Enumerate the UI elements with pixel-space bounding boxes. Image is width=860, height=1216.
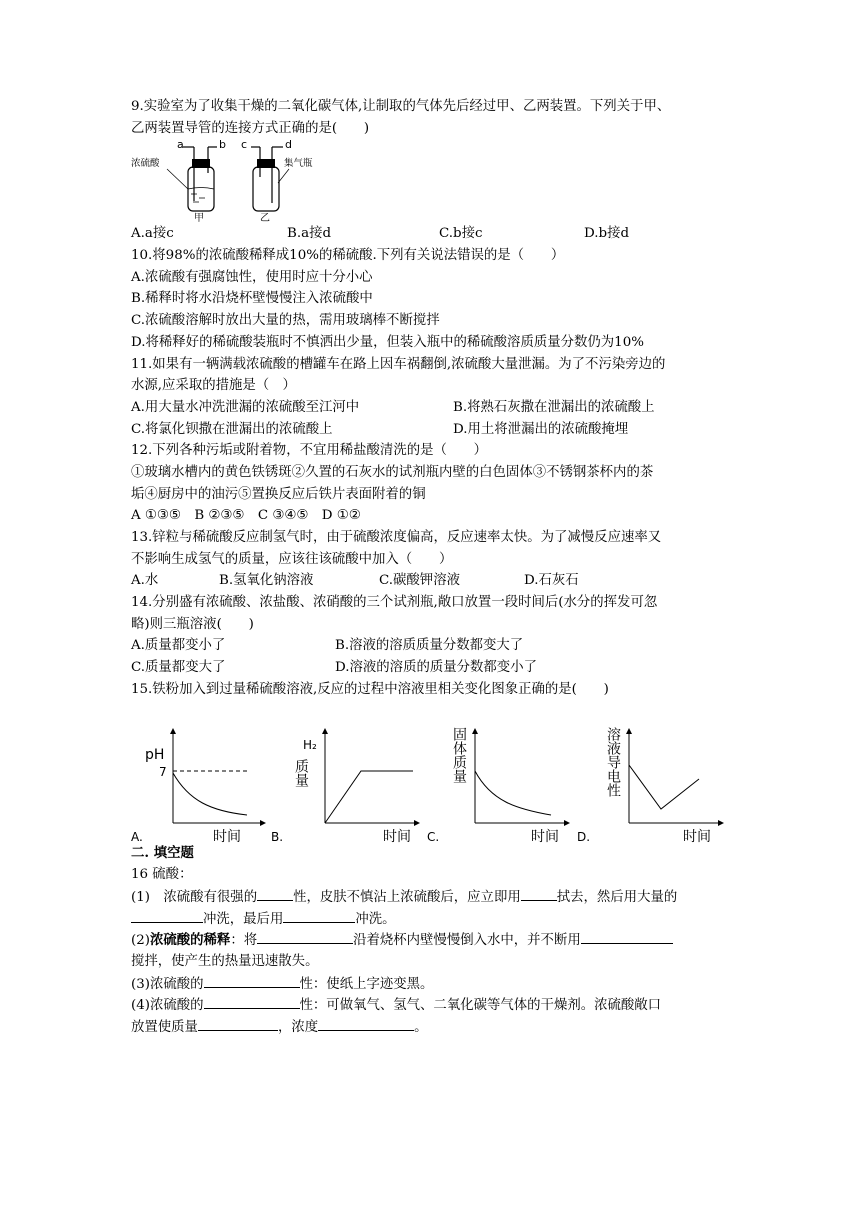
- q16-title: 16 硫酸：: [131, 867, 193, 883]
- blank-4[interactable]: [283, 908, 355, 923]
- q9-options: [131, 223, 731, 245]
- q11-option-d[interactable]: D.用土将泄漏出的浓硫酸掩埋: [453, 421, 629, 437]
- graph-a-xlabel: 时间: [213, 828, 241, 843]
- q16-part1-line2: [131, 908, 731, 930]
- graph-d-letter: D.: [577, 829, 591, 843]
- graph-c-xlabel: 时间: [531, 828, 559, 843]
- blank-2[interactable]: [521, 886, 557, 901]
- q10-stem: 10.将98%的浓硫酸稀释成10%的稀硫酸.下列有关说法错误的是（ ）: [131, 248, 565, 264]
- q9-option-d[interactable]: D.b接d: [584, 226, 630, 242]
- q12-items-line1: ①玻璃水槽内的黄色铁锈斑②久置的石灰水的试剂瓶内壁的白色固体③不锈钢茶杯内的茶: [131, 464, 654, 480]
- section-2-title: 二. 填空题: [131, 844, 194, 861]
- q16-part1-line1: [131, 886, 731, 908]
- q16-p1-text-e: 冲洗。: [355, 911, 396, 927]
- q12-stem: 12.下列各种污垢或附着物，不宜用稀盐酸清洗的是（ ）: [131, 443, 488, 459]
- q16-p1-text-d: 冲洗，最后用: [203, 911, 284, 927]
- q9-option-b[interactable]: B.a接d: [287, 226, 332, 242]
- graph-a-letter: A.: [131, 829, 143, 843]
- graph-a-ylabel: pH: [145, 746, 165, 763]
- q14-options-row2: [131, 657, 731, 679]
- q11-option-c[interactable]: C.将氯化钡撒在泄漏出的浓硫酸上: [131, 421, 333, 437]
- blank-7[interactable]: [204, 973, 300, 988]
- q16-p4-text-b: 性：可做氧气、氢气、二氧化碳等气体的干燥剂。浓硫酸敞口: [299, 998, 662, 1014]
- bottle-jia: [167, 147, 217, 211]
- q16-p1-text-c: 拭去，然后用大量的: [556, 889, 678, 905]
- label-concentrated-acid: 浓硫酸: [131, 158, 160, 170]
- q13-stem-line2: 不影响生成氢气的质量，应该往该硫酸中加入（ ）: [131, 551, 453, 567]
- q10-option-b[interactable]: B.稀释时将水沿烧杯壁慢慢注入浓硫酸中: [131, 291, 373, 307]
- q11-stem-line2: 水源,应采取的措施是（ ）: [131, 378, 296, 394]
- q15-graphs: [131, 701, 731, 843]
- q13-option-c[interactable]: C.碳酸钾溶液: [379, 573, 460, 589]
- graph-b-ylabel-top: H₂: [303, 737, 317, 752]
- q9-stem-line1: 9.实验室为了收集干燥的二氧化碳气体,让制取的气体先后经过甲、乙两装置。下列关于甲、: [131, 99, 671, 114]
- blank-3[interactable]: [131, 908, 203, 923]
- graph-d[interactable]: [577, 726, 721, 843]
- q9-stem-line2: 乙两装置导管的连接方式正确的是( ): [131, 120, 370, 136]
- q14-option-c[interactable]: C.质量都变大了: [131, 660, 226, 676]
- gas-bottles-diagram: [131, 139, 331, 223]
- q10-option-a[interactable]: A.浓硫酸有强腐蚀性，使用时应十分小心: [131, 269, 373, 285]
- q16-part4-line2: [131, 1016, 731, 1038]
- blank-5[interactable]: [257, 929, 353, 944]
- label-a: a: [177, 139, 184, 152]
- q16-p4-text-e: 。: [414, 1020, 428, 1035]
- q13-stem-line1: 13.锌粒与稀硫酸反应制氢气时，由于硫酸浓度偏高，反应速率太快。为了减慢反应速率又: [131, 530, 662, 545]
- q16-p4-text-c: 放置使质量: [131, 1020, 198, 1035]
- graph-a-mark-7: 7: [159, 764, 167, 779]
- q16-p3-text-a: (3)浓硫酸的: [131, 976, 204, 992]
- q14-stem-line1: 14.分别盛有浓硫酸、浓盐酸、浓硝酸的三个试剂瓶,敞口放置一段时间后(水分的挥发可忽: [131, 595, 658, 611]
- graph-b-letter: B.: [271, 829, 284, 843]
- q16-p1-text-b: 性，皮肤不慎沾上浓硫酸后，应立即用: [293, 889, 521, 905]
- graph-b[interactable]: [271, 731, 417, 843]
- q16-p4-text-a: (4)浓硫酸的: [131, 998, 204, 1014]
- blank-8[interactable]: [204, 994, 300, 1009]
- graph-c-letter: C.: [427, 829, 440, 843]
- graph-c[interactable]: [427, 727, 567, 843]
- q10-option-c[interactable]: C.浓硫酸溶解时放出大量的热，需用玻璃棒不断搅拌: [131, 313, 440, 329]
- graph-b-ylabel: 质量: [293, 758, 309, 787]
- label-c: c: [241, 139, 248, 152]
- q9-option-c[interactable]: C.b接c: [439, 226, 483, 242]
- q11-option-b[interactable]: B.将熟石灰撒在泄漏出的浓硫酸上: [453, 399, 655, 415]
- q16-p2-text-b: 沿着烧杯内壁慢慢倒入水中，并不断用: [353, 933, 581, 949]
- graph-c-ylabel: 固体质量: [451, 726, 467, 783]
- q14-options-row1: [131, 635, 731, 657]
- q13-option-a[interactable]: A.水: [131, 573, 159, 589]
- graph-a[interactable]: [131, 731, 263, 843]
- q15-graph-options: [131, 701, 731, 843]
- q11-stem-line1: 11.如果有一辆满载浓硫酸的槽罐车在路上因车祸翻倒,浓硫酸大量泄漏。为了不污染旁边的: [131, 356, 666, 372]
- q13-option-b[interactable]: B.氢氧化钠溶液: [219, 573, 314, 589]
- label-d: d: [285, 139, 292, 152]
- worksheet-page: [131, 96, 731, 1038]
- blank-9[interactable]: [198, 1016, 278, 1031]
- q14-stem-line2: 略)则三瓶溶液( ): [131, 616, 254, 632]
- label-yi: 乙: [260, 213, 270, 224]
- graph-d-ylabel: 溶液导电性: [605, 726, 621, 797]
- q16-p2-num: (2): [131, 933, 150, 949]
- q14-option-d[interactable]: D.溶液的溶质的质量分数都变小了: [335, 660, 537, 676]
- q12-options[interactable]: A ①③⑤ B ②③⑤ C ③④⑤ D ①②: [131, 508, 361, 524]
- q15-stem: 15.铁粉加入到过量稀硫酸溶液,反应的过程中溶液里相关变化图象正确的是( ): [131, 681, 609, 697]
- q16-part3: [131, 973, 731, 995]
- graph-d-xlabel: 时间: [683, 828, 711, 843]
- q16-p2-heading: 浓硫酸的稀释: [149, 932, 231, 949]
- graph-b-xlabel: 时间: [383, 828, 411, 843]
- q16-part2-line1: [131, 929, 731, 951]
- q14-option-b[interactable]: B.溶液的溶质质量分数都变大了: [335, 638, 524, 654]
- q16-p3-text-b: 性：使纸上字迹变黑。: [299, 976, 434, 992]
- q16-part4-line1: [131, 994, 731, 1016]
- q10-option-d[interactable]: D.将稀释好的稀硫酸装瓶时不慎洒出少量，但装入瓶中的稀硫酸溶质质量分数仍为10%: [131, 334, 644, 350]
- q16-p1-text-a: (1) 浓硫酸有很强的: [131, 889, 258, 905]
- blank-1[interactable]: [257, 886, 293, 901]
- blank-6[interactable]: [581, 929, 673, 944]
- label-jia: 甲: [194, 213, 204, 224]
- q16-part2-line2: 搅拌，使产生的热量迅速散失。: [131, 953, 319, 969]
- q16-p2-text-a: ：将: [230, 933, 258, 949]
- label-b: b: [219, 139, 226, 152]
- q11-options-row1: [131, 397, 731, 419]
- q11-options-row2: [131, 419, 731, 441]
- q9-option-a[interactable]: A.a接c: [131, 226, 174, 242]
- q13-options: [131, 570, 731, 592]
- q9-apparatus-figure: [131, 139, 731, 223]
- q11-option-a[interactable]: A.用大量水冲洗泄漏的浓硫酸至江河中: [131, 399, 360, 415]
- q16-p4-text-d: ，浓度: [277, 1020, 319, 1035]
- blank-10[interactable]: [318, 1016, 414, 1031]
- q12-items-line2: 垢④厨房中的油污⑤置换反应后铁片表面附着的铜: [131, 486, 426, 502]
- label-gas-bottle: 集气瓶: [284, 158, 313, 170]
- q14-option-a[interactable]: A.质量都变小了: [131, 638, 226, 654]
- q13-option-d[interactable]: D.石灰石: [524, 573, 579, 589]
- bottle-yi: [251, 147, 289, 211]
